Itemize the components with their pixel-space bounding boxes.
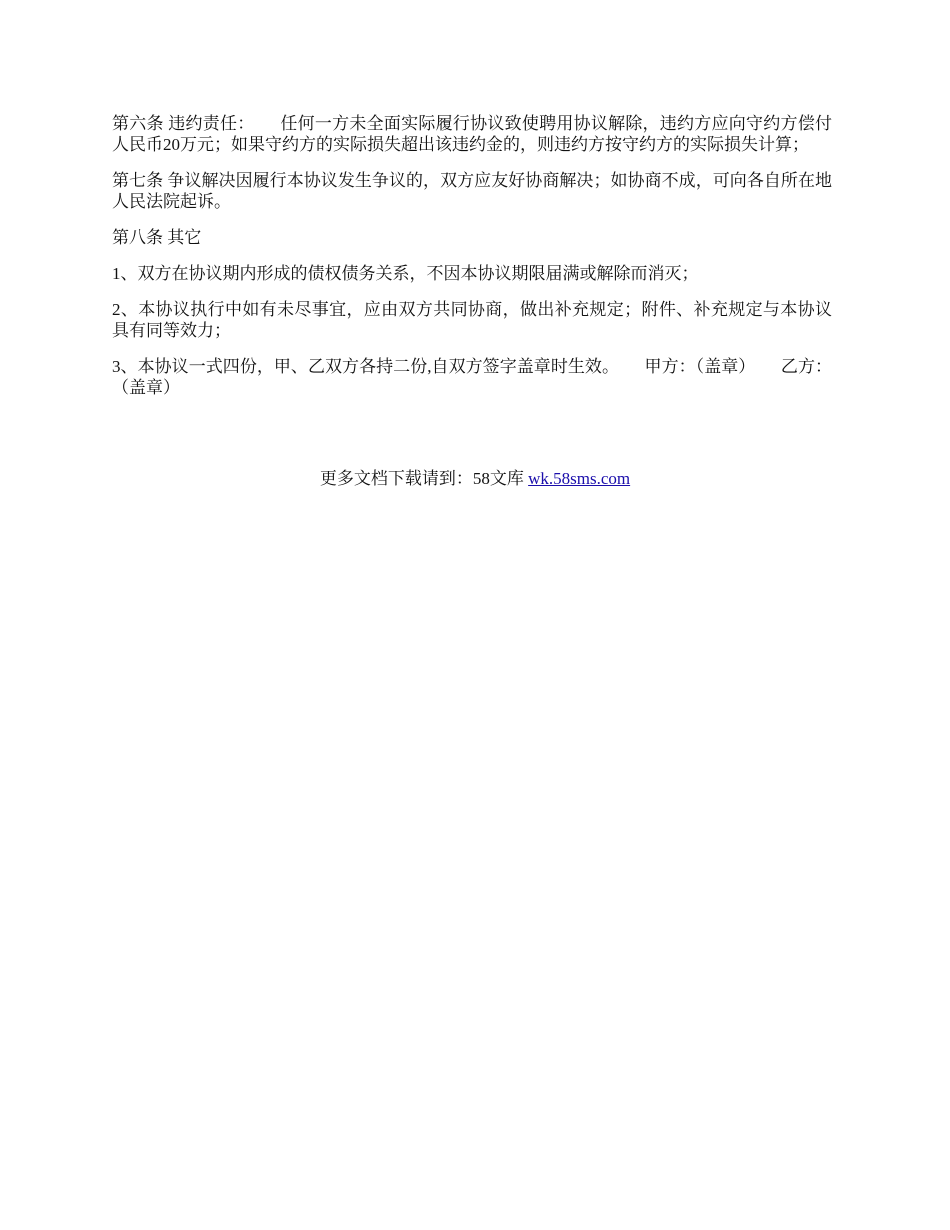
download-footer xyxy=(112,467,838,491)
footer-site-link[interactable]: wk.58sms.com xyxy=(528,469,631,488)
footer-prefix-text: 更多文档下载请到：58文库 xyxy=(319,469,529,488)
article-8-clause-2: 2、本协议执行中如有未尽事宜，应由双方共同协商，做出补充规定；附件、补充规定与本协议具有同等效力； xyxy=(112,300,832,340)
article-6-breach-liability: 第六条 违约责任： 任何一方未全面实际履行协议致使聘用协议解除，违约方应向守约方偿付人民币20万元；如果守约方的实际损失超出该违约金的，则违约方按守约方的实际损失计算； xyxy=(112,114,832,154)
document-body xyxy=(112,113,832,413)
article-7-dispute-resolution: 第七条 争议解决因履行本协议发生争议的，双方应友好协商解决；如协商不成，可向各自所在地人民法院起诉。 xyxy=(112,171,832,211)
article-8-clause-3-signatures: 3、本协议一式四份，甲、乙双方各持二份,自双方签字盖章时生效。 甲方：（盖章） 乙方：（盖章） xyxy=(112,357,832,397)
article-8-heading: 第八条 其它 xyxy=(112,228,202,247)
article-8-clause-1: 1、双方在协议期内形成的债权债务关系，不因本协议期限届满或解除而消灭； xyxy=(112,264,699,283)
